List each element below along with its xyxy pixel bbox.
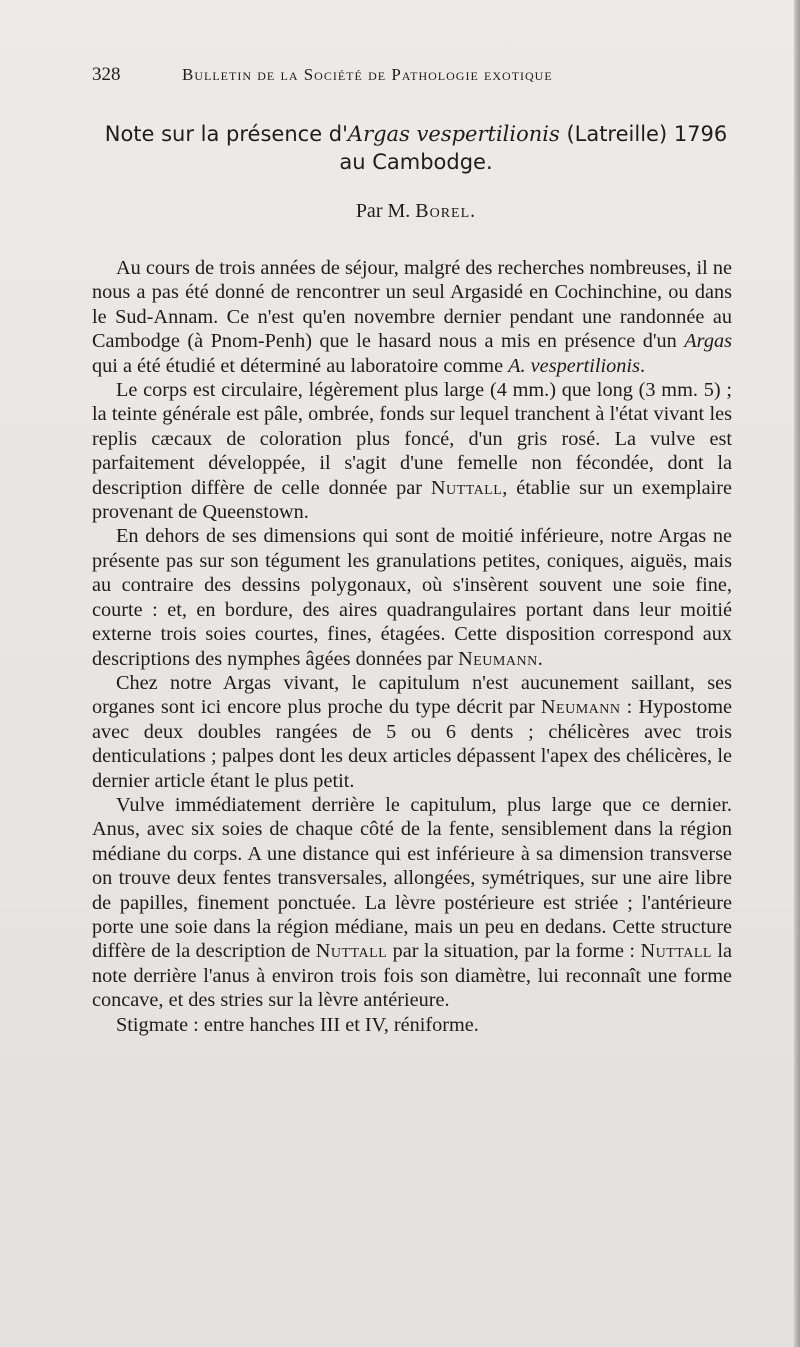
p3-author-ref: Neumann — [458, 647, 538, 670]
p4-text-a: Chez notre Argas vivant, le capitulum n'est aucunement saillant, ses organes sont ici encore plus proche du type décrit par — [92, 671, 732, 719]
p5-text-c: par la situation, par la forme : — [387, 940, 641, 963]
paragraph-6 — [92, 1013, 732, 1037]
p4-author-ref: Neumann — [540, 696, 621, 719]
title-line-1 — [86, 120, 746, 148]
p1-text-a: Au cours de trois années de séjour, malgré des recherches nombreuses, il ne nous a pas été donné de rencontrer un seul Argasidé en Cochinchine, ou dans le Sud-Annam. Ce n'est qu'en novembre dernier pendant une randonnée au Cambodge (à Pnom-Penh) que le hasard nous a mis en présence d'un — [92, 257, 732, 353]
p1-text-e: . — [639, 354, 646, 377]
article-body — [92, 256, 732, 1037]
paragraph-4 — [92, 671, 732, 793]
running-head-title: Bulletin de la Société de Pathologie exotique — [182, 65, 553, 84]
p5-text-a: Vulve immédiatement derrière le capitulum, plus large que ce dernier. Anus, avec six soies de chaque côté de la fente, sensiblement dans la région médiane du corps. A une distance qui est inférieure à sa dimension transverse on trouve deux fentes transversales, allongées, symétriques, sur une aire libre de papilles, finement ponctuée. La lèvre postérieure est striée ; l'antérieure porte une soie dans la région médiane, mais un peu en dedans. Cette structure diffère de la description de — [92, 793, 732, 963]
title-prefix: Note sur la présence d' — [104, 122, 348, 146]
paragraph-3 — [92, 524, 732, 670]
paragraph-1 — [92, 256, 732, 378]
p5-author-ref-1: Nuttall — [315, 940, 388, 963]
article-title — [86, 120, 746, 176]
running-header — [92, 64, 652, 86]
p1-text-c: qui a été étudié et déterminé au laboratoire comme — [92, 354, 509, 377]
p2-text-a: Le corps est circulaire, légèrement plus large (4 mm.) que long (3 mm. 5) ; la teinte générale est pâle, ombrée, fonds sur lequel tranchent à l'état vivant les replis cæcaux de coloration plus foncé, d'un gris rosé. La vulve est parfaitement développée, il s'agit d'une femelle non fécondée, dont la description diffère de celle donnée par — [92, 379, 732, 499]
p2-author-ref: Nuttall — [430, 476, 503, 499]
author-name: Borel. — [415, 200, 477, 222]
p2-text-c: , établie sur un exemplaire provenant de Queenstown. — [92, 476, 732, 524]
p1-species: A. vespertilionis — [508, 354, 640, 377]
p3-text-c: . — [537, 647, 543, 670]
title-suffix: (Latreille) 1796 — [559, 122, 728, 146]
p1-genus: Argas — [684, 330, 732, 353]
paragraph-2 — [92, 378, 732, 524]
author-prefix: Par M. — [355, 200, 416, 222]
page-number: 328 — [92, 64, 121, 85]
title-species: Argas vespertilionis — [347, 122, 560, 146]
title-line-2: au Cambodge. — [339, 150, 493, 174]
p5-author-ref-2: Nuttall — [640, 940, 712, 963]
p6-text-a: Stigmate : entre hanches III et IV, réniforme. — [116, 1013, 479, 1036]
p3-text-a: En dehors de ses dimensions qui sont de moitié inférieure, notre Argas ne présente pas sur son tégument les granulations petites, coniques, aiguës, mais au contraire des dessins polygonaux, où s'insèrent souvent une soie fine, courte : et, en bordure, des aires quadrangulaires portant dans leur moitié externe trois soies courtes, fines, étagées. Cette disposition correspond aux descriptions des nymphes âgées données par — [92, 525, 732, 670]
paragraph-5 — [92, 793, 732, 1013]
author-line — [86, 200, 746, 223]
p4-text-c: : Hypostome avec deux doubles rangées de 5 ou 6 dents ; chélicères avec trois denticulations ; palpes dont les deux articles dépassent l'apex des chélicères, le dernier article étant le plus petit. — [92, 696, 732, 792]
page-edge-shadow — [794, 0, 800, 1347]
p5-text-e: la note derrière l'anus à environ trois fois son diamètre, lui reconnaît une forme concave, et des stries sur la lèvre antérieure. — [92, 940, 732, 1012]
